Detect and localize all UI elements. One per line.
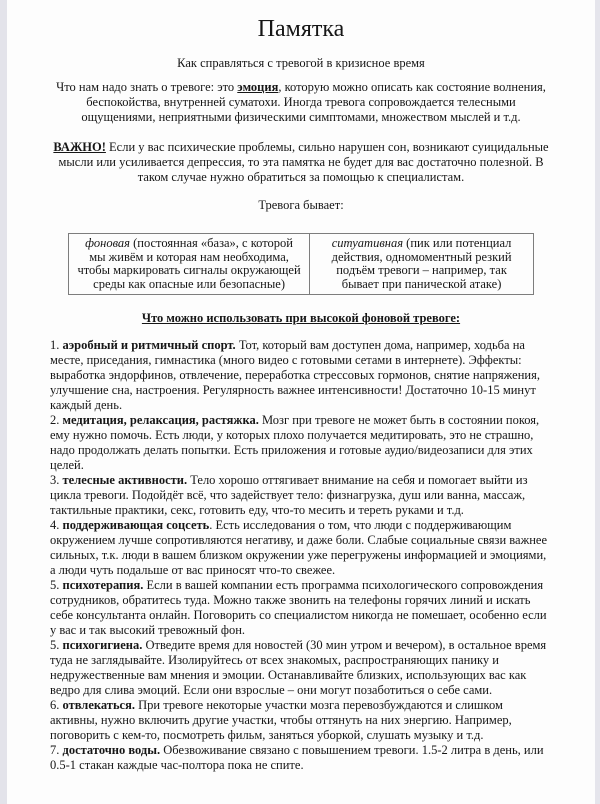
item-number: 7.	[50, 743, 60, 757]
item-term: телесные активности.	[59, 473, 188, 487]
item-number: 6.	[50, 698, 60, 712]
section-heading: Что можно использовать при высокой фоновой тревоге:	[141, 311, 461, 325]
advice-item-1	[50, 338, 552, 413]
item-number: 5.	[50, 638, 60, 652]
anxiety-types-table	[68, 233, 534, 295]
background-anxiety-desc: (постоянная «база», с которой мы живём и которая нам необходима, чтобы маркировать сигналы окружающей среды как опасные или безопасные)	[77, 236, 301, 291]
item-text: Тело хорошо оттягивает внимание на себя и помогает выйти из цикла тревоги. Подойдёт всё, что задействует тело: физнагрузка, душ или ванна, массаж, тактильные практики, секс, готовить еду, что-то месить и тереть руками и т.д.	[50, 473, 528, 517]
page-title: Памятка	[257, 16, 345, 42]
important-label: ВАЖНО!	[53, 140, 106, 154]
item-text: Отведите время для новостей (30 мин утром и вечером), в остальное время туда не заглядывайте. Изолируйтесь от всех знакомых, распространяющих панику и недружественные вам мнения и эмоции. Останавливайте близких, использующих вас как ведро для слива эмоций. Если они взрослые – они могут позаботиться о себе сами.	[50, 638, 547, 697]
anxiety-term: эмоция	[237, 80, 279, 94]
item-term: поддерживающая соцсеть	[59, 518, 210, 532]
page-content	[7, 0, 595, 804]
item-text: Обезвоживание связано с повышением тревоги. 1.5-2 литра в день, или 0.5-1 стакан каждые час-полтора пока не спите.	[50, 743, 544, 772]
background-anxiety-cell	[69, 234, 310, 295]
advice-item-5	[50, 578, 552, 638]
important-note	[50, 140, 552, 185]
situational-anxiety-desc: (пик или потенциал действия, одномоментный резкий подъём тревоги – например, так бывает при панической атаке)	[331, 236, 512, 291]
intro-paragraph	[50, 80, 552, 125]
item-text: Мозг при тревоге не может быть в состоянии покоя, ему нужно помочь. Есть люди, у которых плохо получается медитировать, это не страшно, надо продолжать делать попытки. Есть приложения и готовые аудио/видеозаписи для этих целей.	[50, 413, 540, 472]
item-term: аэробный и ритмичный спорт.	[59, 338, 236, 352]
item-text: При тревоге некоторые участки мозга перевозбуждаются и слишком активны, нужно включить другие участки, чтобы оттянуть на них энергию. Например, поговорить с кем-то, посмотреть фильм, заняться уборкой, слушать музыку и т.д.	[50, 698, 512, 742]
advice-item-2	[50, 413, 552, 473]
item-number: 5.	[50, 578, 60, 592]
intro-text-pre: Что нам надо знать о тревоге: это	[56, 80, 238, 94]
item-number: 2.	[50, 413, 60, 427]
advice-item-8	[50, 743, 552, 773]
intro-text-post: , которую можно описать как состояние волнения, беспокойства, внутренней суматохи. Иногда тревога сопровождается телесными ощущениями, неприятными физическими симптомами, множеством мыслей и т.д.	[81, 80, 546, 124]
page-edge-left	[0, 0, 7, 804]
page-subtitle: Как справляться с тревогой в кризисное время	[177, 56, 425, 70]
advice-item-7	[50, 698, 552, 743]
anxiety-types-label: Тревога бывает:	[258, 198, 344, 212]
background-anxiety-term: фоновая	[85, 236, 130, 250]
item-number: 1.	[50, 338, 60, 352]
situational-anxiety-cell	[310, 234, 534, 295]
item-term: медитация, релаксация, растяжка.	[59, 413, 259, 427]
important-text: Если у вас психические проблемы, сильно нарушен сон, возникают суицидальные мысли или усиливается депрессия, то эта памятка не будет для вас достаточно полезной. В таком случае нужно обратиться за помощью к специалистам.	[58, 140, 549, 184]
advice-item-4	[50, 518, 552, 578]
advice-list	[50, 338, 552, 773]
item-number: 3.	[50, 473, 60, 487]
advice-item-6	[50, 638, 552, 698]
situational-anxiety-term: ситуативная	[331, 236, 404, 250]
item-text: Тот, который вам доступен дома, например, ходьба на месте, приседания, гимнастика (много видео с готовыми сетами в интернете). Эффекты: выработка эндорфинов, отвлечение, переработка стрессовых гормонов, снятие напряжения, улучшение сна, настроения. Регулярность важнее интенсивности! Достаточно 10-15 минут каждый день.	[50, 338, 540, 412]
item-term: психотерапия.	[59, 578, 144, 592]
advice-item-3	[50, 473, 552, 518]
item-term: психогигиена.	[59, 638, 143, 652]
item-text: . Есть исследования о том, что люди с поддерживающим окружением лучше сопротивляются негативу, и даже боли. Слабые социальные связи важнее сильных, т.к. люди в вашем близком окружении уже перегружены информацией и эмоциями, а люди чуть подальше от вас приносят что-то свежее.	[50, 518, 547, 577]
item-term: достаточно воды.	[59, 743, 161, 757]
item-text: Если в вашей компании есть программа психологического сопровождения сотрудников, обратитесь туда. Можно также звонить на телефоны горячих линий и искать себе консультанта онлайн. Поговорить со специалистом никогда не помешает, особенно если у вас и так высокий тревожный фон.	[50, 578, 547, 637]
item-term: отвлекаться.	[59, 698, 135, 712]
item-number: 4.	[50, 518, 60, 532]
page-edge-right	[595, 0, 600, 804]
